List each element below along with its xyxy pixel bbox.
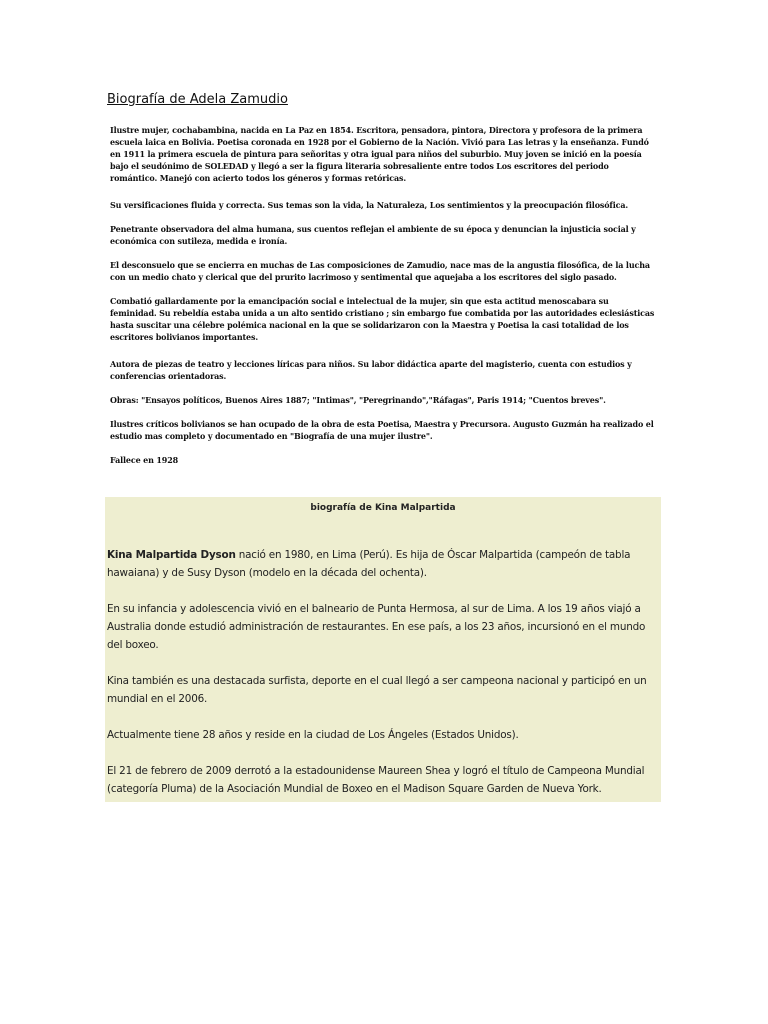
paragraph: Fallece en 1928	[110, 455, 179, 465]
page-title: Biografía de Adela Zamudio	[107, 92, 288, 107]
paragraph: Obras: "Ensayos políticos, Buenos Aires 1887; "Intimas", "Peregrinando","Ráfagas", Paris 1914; "Cuentos breves".	[110, 395, 606, 405]
paragraph: Actualmente tiene 28 años y reside en la ciudad de Los Ángeles (Estados Unidos).	[107, 729, 519, 741]
paragraph	[107, 546, 657, 582]
paragraph: Autora de piezas de teatro y lecciones líricas para niños. Su labor didáctica aparte del magisterio, cuenta con estudios y conferencias orientadoras.	[110, 359, 632, 381]
paragraph: El 21 de febrero de 2009 derrotó a la estadounidense Maureen Shea y logró el título de Campeona Mundial (categoría Pluma) de la Asociación Mundial de Boxeo en el Madison Square Garden de Nueva York.	[107, 765, 645, 795]
paragraph-text: nació en 1980, en Lima (Perú). Es hija de Óscar Malpartida (campeón de tabla hawaiana) y de Susy Dyson (modelo en la década del ochenta).	[107, 549, 631, 579]
paragraph: Penetrante observadora del alma humana, sus cuentos reflejan el ambiente de su época y denuncian la injusticia social y económica con sutileza, medida e ironía.	[110, 224, 636, 246]
paragraph: Combatió gallardamente por la emancipación social e intelectual de la mujer, sin que esta actitud menoscabara su feminidad. Su rebeldía estaba unida a un alto sentido cristiano ; sin embargo fue combatida por las autoridades eclesiásticas hasta suscitar una célebre polémica nacional en la que se solidarizaron con la Maestra y Poetisa la casi totalidad de los escritores bolivianos importantes.	[110, 296, 655, 342]
paragraph: Kina también es una destacada surfista, deporte en el cual llegó a ser campeona nacional y participó en un mundial en el 2006.	[107, 675, 647, 705]
adela-biography	[110, 124, 655, 466]
person-name: Kina Malpartida Dyson	[107, 549, 236, 561]
paragraph: Ilustre mujer, cochabambina, nacida en La Paz en 1854. Escritora, pensadora, pintora, Directora y profesora de la primera escuela laica en Bolivia. Poetisa coronada en 1928 por el Gobierno de la Nación. Vivió para Las letras y la enseñanza. Fundó en 1911 la primera escuela de pintura para señoritas y otra igual para niños del suburbio. Muy joven se inició en la poesía bajo el seudónimo de SOLEDAD y llegó a ser la figura literaria sobresaliente entre todos Los escritores del periodo romántico. Manejó con acierto todos los géneros y formas retóricas.	[110, 125, 649, 183]
paragraph: El desconsuelo que se encierra en muchas de Las composiciones de Zamudio, nace mas de la angustia filosófica, de la lucha con un medio chato y clerical que del prurito lacrimoso y sentimental que aquejaba a los escritores del siglo pasado.	[110, 260, 650, 282]
paragraph: En su infancia y adolescencia vivió en el balneario de Punta Hermosa, al sur de Lima. A los 19 años viajó a Australia donde estudió administración de restaurantes. En ese país, a los 23 años, incursionó en el mundo del boxeo.	[107, 603, 646, 651]
section-title: biografía de Kina Malpartida	[310, 503, 456, 513]
paragraph: Ilustres críticos bolivianos se han ocupado de la obra de esta Poetisa, Maestra y Precursora. Augusto Guzmán ha realizado el estudio mas completo y documentado en "Biografía de una mujer ilustre".	[110, 419, 654, 441]
paragraph: Su versificaciones fluida y correcta. Sus temas son la vida, la Naturaleza, Los sentimientos y la preocupación filosófica.	[110, 200, 628, 210]
kina-biography-box	[105, 497, 661, 802]
